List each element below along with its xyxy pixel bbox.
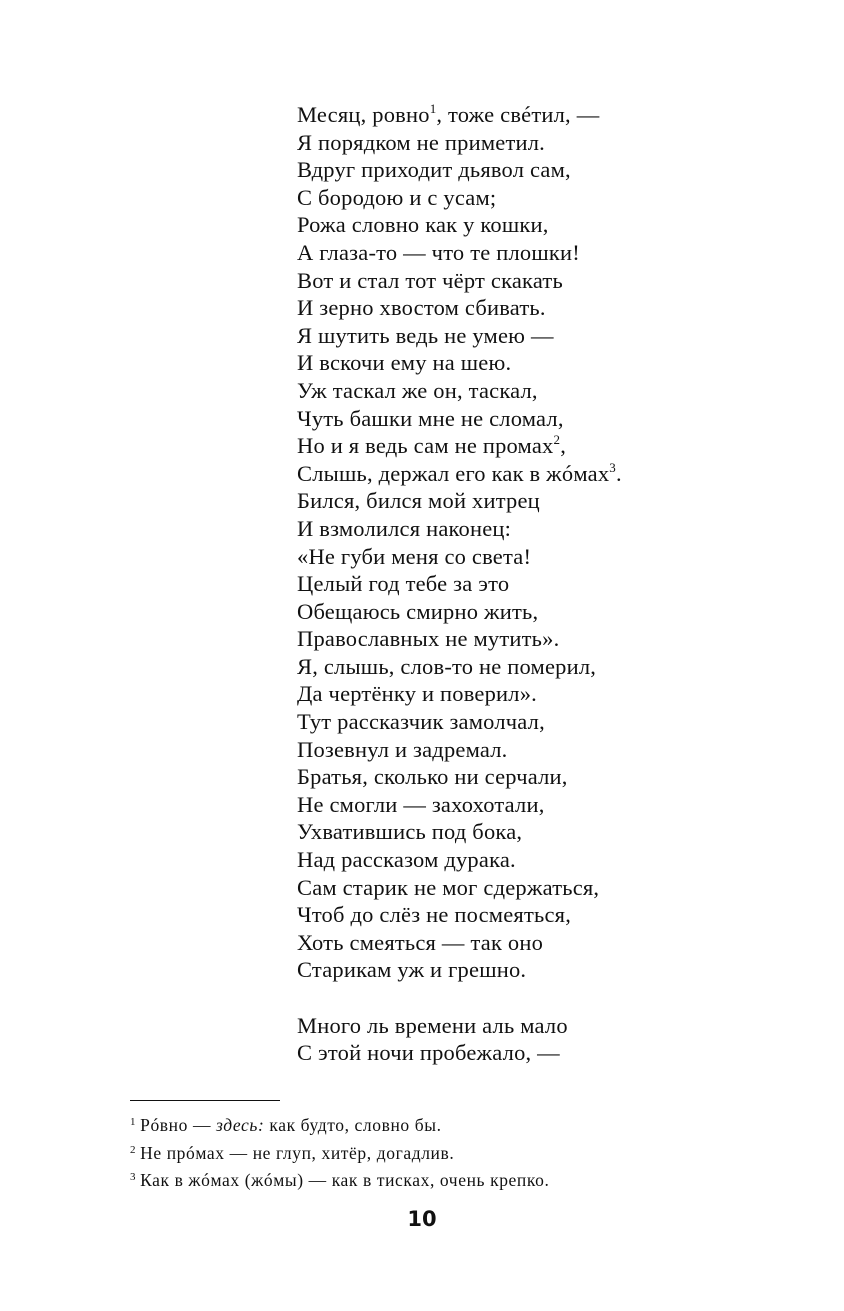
poem-line: Позевнул и задремал. (297, 736, 508, 762)
footnote-rule (130, 1100, 280, 1101)
poem-line: Старикам уж и грешно. (297, 957, 527, 983)
poem-line: Тут рассказчик замолчал, (297, 709, 545, 735)
poem-line: Сам старик не мог сдержаться, (297, 874, 600, 900)
footnote-ref: 1 (429, 101, 437, 116)
poem-line: Вдруг приходит дьявол сам, (297, 157, 571, 183)
poem-line: С этой ночи пробежало, — (297, 1040, 560, 1066)
poem-line: Над рассказом дурака. (297, 847, 516, 873)
poem-line: Хоть смеяться — так оно (297, 929, 544, 955)
poem-line: Много ль времени аль мало (297, 1012, 568, 1038)
poem-line: Православных не мутить». (297, 626, 560, 652)
poem-line: Да чертёнку и поверил». (297, 681, 537, 707)
footnotes (130, 1110, 549, 1193)
footnote: $^3$ Как в жóмах (жóмы) — как в тисках, очень крепко. (130, 1170, 550, 1190)
footnote-ref: 2 (553, 432, 561, 448)
poem-line: Рожа словно как у кошки, (297, 212, 549, 238)
poem-line: Уж таскал же он, таскал, (297, 377, 538, 403)
poem-line: Но и я ведь сам не промах$^2$, (297, 432, 567, 459)
poem-line: Чтоб до слёз не посмеяться, (297, 902, 572, 928)
poem-line: Бился, бился мой хитрец (297, 488, 540, 514)
stanza (297, 1012, 622, 1067)
poem-line: Братья, сколько ни серчали, (297, 764, 568, 790)
poem-line: Я шутить ведь не умею — (297, 322, 554, 348)
footnote: $^1$ Рóвно — здесь: как будто, словно бы. (130, 1115, 442, 1135)
poem-line: Обещаюсь смирно жить, (297, 598, 539, 624)
footnote-ref: 3 (609, 459, 616, 475)
poem-line: Я порядком не приметил. (297, 129, 545, 155)
poem-line: С бородою и с усам; (297, 184, 497, 210)
poem (297, 101, 622, 1067)
poem-line: Чуть башки мне не сломал, (297, 405, 564, 431)
poem-line: Месяц, ровно$^1$, тоже свéтил, — (297, 101, 600, 127)
poem-line: Ухватившись под бока, (297, 819, 523, 845)
poem-line: «Не губи меня со света! (297, 543, 532, 569)
poem-line: Не смогли — захохотали, (297, 791, 545, 817)
footnote: $^2$ Не прóмах — не глуп, хитёр, догадлив. (130, 1142, 455, 1163)
stanza (297, 101, 622, 984)
poem-line: Целый год тебе за это (297, 571, 510, 597)
page-number: 10 (407, 1207, 437, 1231)
poem-line: Вот и стал тот чёрт скакать (297, 267, 563, 293)
poem-line: А глаза-то — что те плошки! (297, 239, 580, 265)
poem-line: И взмолился наконец: (297, 515, 512, 541)
poem-line: Слышь, держал его как в жóмах$^3$. (297, 459, 622, 486)
poem-line: И вскочи ему на шею. (297, 350, 512, 376)
stanza-gap (297, 984, 622, 1012)
poem-line: Я, слышь, слов-то не померил, (297, 653, 597, 679)
poem-line: И зерно хвостом сбивать. (297, 295, 546, 321)
